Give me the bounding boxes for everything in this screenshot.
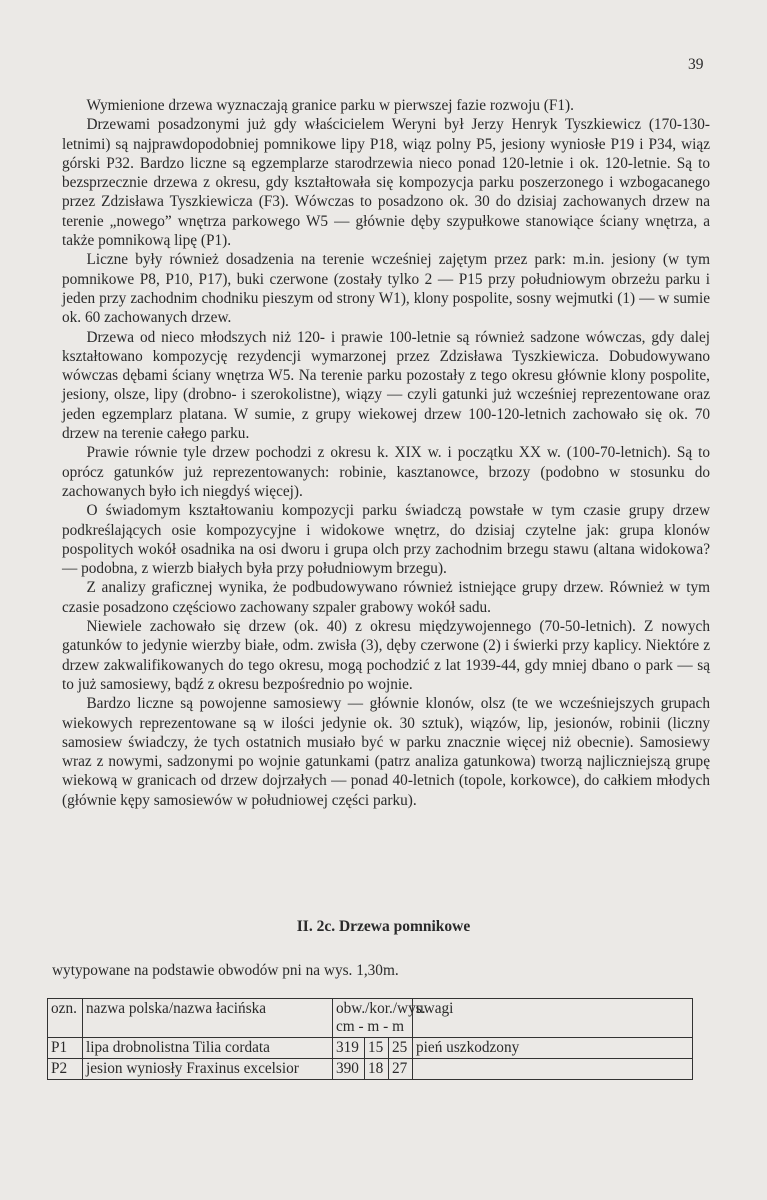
- cell-name: lipa drobnolistna Tilia cordata: [83, 1038, 333, 1059]
- body-text: [62, 96, 710, 810]
- cell-circumference: 390: [333, 1059, 365, 1080]
- cell-notes: pień uszkodzony: [413, 1038, 693, 1059]
- header-name: nazwa polska/nazwa łacińska: [83, 999, 333, 1038]
- table-row: [48, 1038, 693, 1059]
- header-notes: uwagi: [413, 999, 693, 1038]
- header-measurements: [333, 999, 426, 1038]
- paragraph: Wymienione drzewa wyznaczają granice parku w pierwszej fazie rozwoju (F1).: [86, 97, 574, 114]
- section-heading: II. 2c. Drzewa pomnikowe: [296, 918, 471, 935]
- paragraph: O świadomym kształtowaniu kompozycji parku świadczą powstałe w tym czasie grupy drzew podkreślających osie kompozycyjne i widokowe wnętrz, do dzisiaj czytelne jak: grupa klonów pospolitych wokół osadnika na osi dworu i grupa olch przy zachodnim brzegu stawu (altana widokowa? — podobna, z wierzb białych była przy południowym brzegu).: [62, 502, 710, 578]
- paragraph: Drzewami posadzonymi już gdy właścicielem Weryni był Jerzy Henryk Tyszkiewicz (170-130-letnimi) są najprawdopodobniej pomnikowe lipy P18, wiąz polny P5, jesiony wyniosłe P19 i P34, wiąz górski P32. Bardzo liczne są egzemplarze starodrzewia nieco ponad 120-letnie i ok. 120-letnie. Są to bezsprzecznie drzewa z okresu, gdy kształtowała się kompozycja parku poszerzonego i wzbogacanego przez Zdzisława Tyszkiewicza (F3). Wówczas to posadzono ok. 30 do dzisiaj zachowanych drzew na terenie „nowego” wnętrza parkowego W5 — głównie dęby szypułkowe stanowiące ściany wnętrza, a także pomnikową lipę (P1).: [62, 116, 710, 250]
- cell-height: 27: [389, 1059, 413, 1080]
- cell-notes: [413, 1059, 693, 1080]
- paragraph: Liczne były również dosadzenia na terenie wcześniej zajętym przez park: m.in. jesiony (w tym pomnikowe P8, P10, P17), buki czerwone (zostały tylko 2 — P15 przy południowym obrzeżu parku i jeden przy zachodnim chodniku pieszym od strony W1), klony pospolite, sosny wejmutki (1) — w sumie ok. 60 zachowanych drzew.: [62, 251, 710, 327]
- paragraph: Z analizy graficznej wynika, że podbudowywano również istniejące grupy drzew. Również w tym czasie posadzono częściowo zachowany szpaler grabowy wokół sadu.: [62, 579, 710, 616]
- cell-code: P2: [48, 1059, 83, 1080]
- table-header-row: [48, 999, 693, 1038]
- paragraph: Drzewa od nieco młodszych niż 120- i prawie 100-letnie są również sadzone wówczas, gdy dalej kształtowano kompozycję rezydencji wymarzonej przez Zdzisława Tyszkiewicza. Dobudowywano wówczas dębami ściany wnętrza W5. Na terenie parku pozostały z tego okresu głównie klony pospolite, jesiony, olsze, lipy (drobno- i szerokolistne), wiązy — czyli gatunki już wcześniej reprezentowane oraz jeden egzemplarz platana. W sumie, z grupy wiekowej drzew 100-120-letnich zachowało się ok. 70 drzew na terenie całego parku.: [62, 328, 710, 443]
- cell-crown: 18: [365, 1059, 389, 1080]
- table-intro: wytypowane na podstawie obwodów pni na wys. 1,30m.: [52, 962, 399, 979]
- cell-height: 25: [389, 1038, 413, 1059]
- paragraph: Bardzo liczne są powojenne samosiewy — głównie klonów, olsz (te we wcześniejszych grupach wiekowych reprezentowane są w ilości jedynie ok. 30 sztuk), wiązów, lip, jesionów, robinii (liczny samosiew świadczy, że tych ostatnich musiało być w parku znacznie więcej niż obecnie). Samosiewy wraz z nowymi, sadzonymi po wojnie gatunkami (patrz analiza gatunkowa) tworzą najliczniejszą grupę wiekową w granicach od drzew dojrzałych — ponad 40-letnich (topole, korkowce), do całkiem młodych (głównie kępy samosiewów w południowej części parku).: [62, 695, 710, 809]
- paragraph: Niewiele zachowało się drzew (ok. 40) z okresu międzywojennego (70-50-letnich). Z nowych gatunków to jedynie wierzby białe, odm. zwisła (3), dęby czerwone (2) i świerki przy kaplicy. Niektóre z drzew zakwalifikowanych do tego okresu, mogą pochodzić z lat 1939-44, gdy mniej dbano o park — są to już samosiewy, bądź z okresu bezpośrednio po wojnie.: [62, 618, 710, 693]
- header-measurements-line2: cm - m - m: [336, 1018, 404, 1035]
- monument-trees-table: [47, 998, 693, 1080]
- page-number: 39: [688, 56, 704, 73]
- cell-code: P1: [48, 1038, 83, 1059]
- table-row: [48, 1059, 693, 1080]
- header-measurements-line1: obw./kor./wys.: [336, 1000, 426, 1017]
- cell-crown: 15: [365, 1038, 389, 1059]
- cell-name: jesion wyniosły Fraxinus excelsior: [83, 1059, 333, 1080]
- cell-circumference: 319: [333, 1038, 365, 1059]
- paragraph: Prawie równie tyle drzew pochodzi z okresu k. XIX w. i początku XX w. (100-70-letnich). Są to oprócz gatunków już reprezentowanych: robinie, kasztanowce, brzozy (podobno w stosunku do zachowanych było ich niegdyś więcej).: [62, 444, 710, 500]
- header-code: ozn.: [48, 999, 83, 1038]
